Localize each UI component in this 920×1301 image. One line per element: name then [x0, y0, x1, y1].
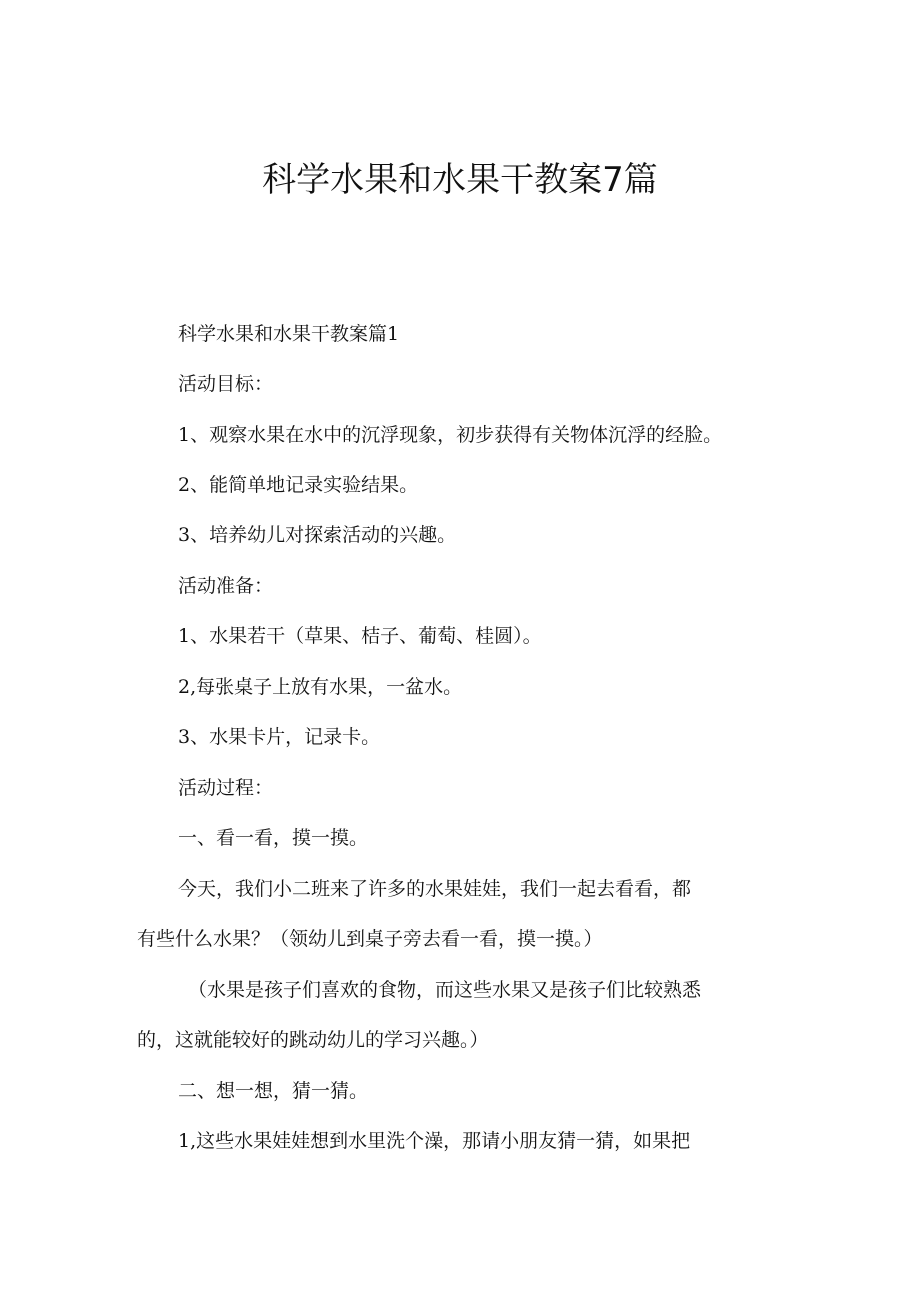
paragraph-line: 3、培养幼儿对探索活动的兴趣。: [178, 524, 457, 546]
paragraph-line: 二、想一想，猜一猜。: [178, 1080, 369, 1102]
paragraph-line: 2,每张桌子上放有水果，一盆水。: [178, 676, 463, 698]
paragraph-line: 1,这些水果娃娃想到水里洗个澡，那请小朋友猜一猜，如果把: [178, 1130, 691, 1152]
paragraph-line: 1、水果若干（草果、桔子、葡萄、桂圆）。: [178, 625, 542, 647]
paragraph-line: 活动准备：: [178, 575, 274, 597]
paragraph-line: 今天，我们小二班来了许多的水果娃娃，我们一起去看看，都: [178, 878, 692, 900]
paragraph-line: 活动目标：: [178, 373, 274, 395]
paragraph-line: 活动过程：: [178, 777, 274, 799]
paragraph-line: 一、看一看，摸一摸。: [178, 827, 369, 849]
paragraph-line: 2、能简单地记录实验结果。: [178, 474, 419, 496]
document-title: 科学水果和水果干教案7篇: [262, 160, 658, 200]
paragraph-line: 有些什么水果？（领幼儿到桌子旁去看一看，摸一摸。）: [137, 928, 603, 950]
paragraph-line: 的，这就能较好的跳动幼儿的学习兴趣。）: [137, 1029, 489, 1051]
paragraph-line: 3、水果卡片，记录卡。: [178, 726, 381, 748]
section-heading: 科学水果和水果干教案篇1: [178, 323, 400, 345]
paragraph-line: 1、观察水果在水中的沉浮现象，初步获得有关物体沉浮的经脸。: [178, 424, 723, 446]
paragraph-line: （水果是孩子们喜欢的食物，而这些水果又是孩子们比较熟悉: [188, 979, 702, 1001]
